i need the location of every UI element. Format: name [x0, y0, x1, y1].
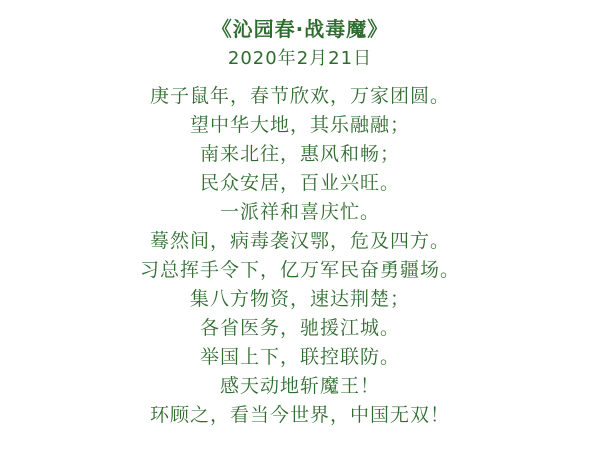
poem-line: 民众安居，百业兴旺。 [199, 172, 400, 194]
poem-line: 集八方物资，速达荆楚； [189, 288, 410, 310]
poem-body [0, 82, 600, 430]
poem-line: 一派祥和喜庆忙。 [219, 201, 380, 223]
poem-line: 蓦然间，病毒袭汉鄂，危及四方。 [149, 230, 450, 252]
poem-title: 《沁园春·战毒魔》 [211, 17, 389, 41]
poem-line: 习总挥手令下，亿万军民奋勇疆场。 [139, 259, 460, 281]
poem-line: 感天动地斩魔王！ [219, 375, 380, 397]
poem-line: 望中华大地，其乐融融； [189, 114, 410, 136]
poem-line: 各省医务，驰援江城。 [199, 317, 400, 339]
poem-line: 庚子鼠年，春节欣欢，万家团圆。 [149, 85, 450, 107]
poem-date: 2020年2月21日 [227, 48, 373, 69]
poem-line: 举国上下，联控联防。 [199, 346, 400, 368]
poem-line: 环顾之，看当今世界，中国无双！ [149, 404, 450, 426]
poem-line: 南来北往，惠风和畅； [199, 143, 400, 165]
